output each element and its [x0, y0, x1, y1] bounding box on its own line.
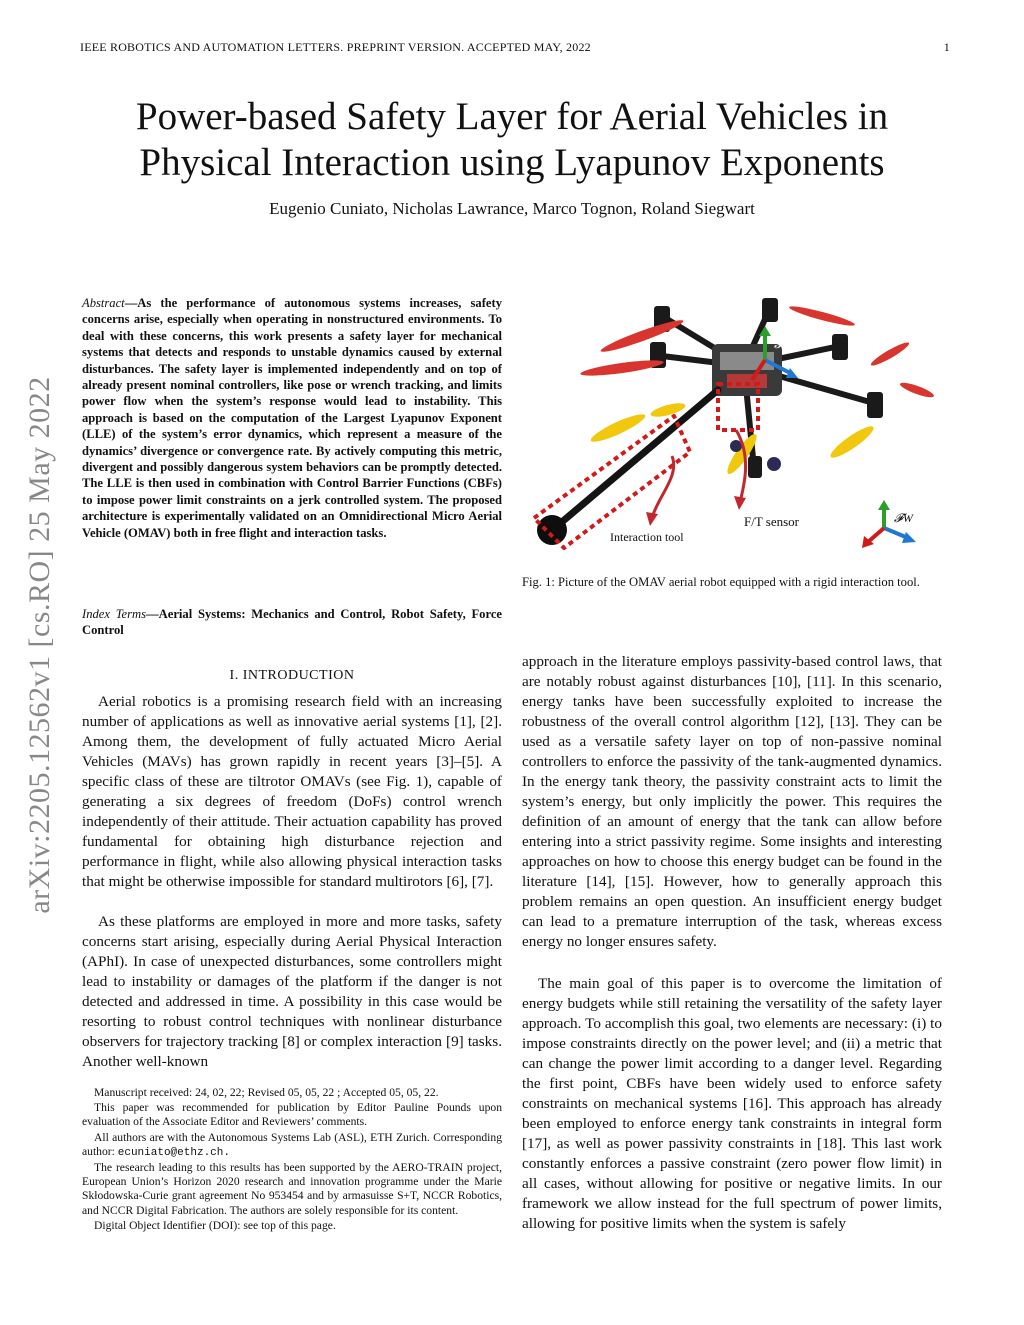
abstract-label: Abstract: [82, 296, 125, 310]
footnote-funding: The research leading to this results has been supported by the AERO-TRAIN project, European Union’s Horizon 2020 research and innovation programme under the Marie Skłodowska-Curie grant agreement No 953454 and by armasuisse S+T, NCCR Robotics, and NCCR Digital Fabrication. The authors are solely responsible for its content.: [82, 1161, 502, 1217]
frame-w-x-axis: [868, 528, 884, 542]
footnote-editor: This paper was recommended for publication by Editor Pauline Pounds upon evaluation of the Associate Editor and Reviewers’ comments.: [82, 1101, 502, 1129]
title-line-1: Power-based Safety Layer for Aerial Vehicles in: [135, 95, 889, 138]
running-title: IEEE ROBOTICS AND AUTOMATION LETTERS. PREPRINT VERSION. ACCEPTED MAY, 2022: [80, 40, 591, 54]
running-header: [80, 40, 950, 55]
intro-paragraph-1: Aerial robotics is a promising research field with an increasing number of applications as well as innovative aerial systems [1], [2]. Among them, the development of fully actuated Micro Aerial Vehicles (MAVs) has grown rapidly in recent years [3]–[5]. A specific class of these are tiltrotor OMAVs (see Fig. 1), capable of generating a six degrees of freedom (DoFs) control wrench independently of their attitude. Their actuation capability has proved fundamental for obtaining high disturbance rejection and performance in flight, while also allowing physical interaction tasks that might be otherwise impossible for standard multirotors [6], [7].: [82, 693, 502, 890]
tool-rod: [550, 390, 718, 532]
footnote-manuscript: Manuscript received: 24, 02, 22; Revised 05, 05, 22 ; Accepted 05, 05, 22.: [94, 1086, 439, 1099]
intro-paragraph-3: approach in the literature employs passivity-based control laws, that are notably robust against disturbances [10], [11]. In this scenario, energy tanks have been successfully exploited to increase the robustness of the overall control algorithm [12], [13]. They can be used as a versatile safety layer on top of non-passive nominal controllers to enforce the passivity of the tank-augmented dynamics. In the energy tank theory, the passivity constraint acts to limit the system’s energy, but only implicitly the power. This requires the definition of an amount of energy that the tank can allow before entering into a strict passivity regime. Some insights and interesting approaches on how to choose this energy budget can be found in the literature [14], [15]. However, how to generally approach this problem remains an open question. An insufficient energy budget can lead to a premature interruption of the task, whereas excess energy no longer ensures safety.: [522, 653, 942, 950]
arxiv-id: arXiv:2205.12562v1 [cs.RO] 25 May 2022: [23, 376, 56, 914]
index-terms: [82, 606, 502, 639]
page-number: 1: [943, 40, 950, 54]
footnote-affiliation: All authors are with the Autonomous Systems Lab (ASL), ETH Zurich. Corresponding author: ecuniato@ethz.ch.: [82, 1130, 502, 1159]
lower-pod: [767, 457, 781, 471]
tool-callout-arrowhead: [646, 512, 658, 526]
index-terms-text: —Aerial Systems: Mechanics and Control, Robot Safety, Force Control: [82, 607, 502, 638]
tool-tip-ball: [537, 515, 567, 545]
sensor-callout-arrowhead: [734, 496, 746, 510]
figure-omav: [522, 296, 942, 566]
arxiv-watermark: [20, 345, 60, 945]
frame-b-label: 𝓕B: [774, 336, 792, 351]
author-list: Eugenio Cuniato, Nicholas Lawrance, Marco Tognon, Roland Siegwart: [269, 199, 755, 218]
footnotes: [82, 1086, 502, 1234]
tool-label: Interaction tool: [610, 530, 684, 544]
intro-paragraph-4: The main goal of this paper is to overcome the limitation of energy budgets while still retaining the versatility of the safety layer approach. To accomplish this goal, two elements are necessary: (i) to impose constraints directly on the power level; and (ii) a metric that can change the power limit according to a danger level. Regarding the first point, CBFs have been widely used to enforce safety constraints on mechanical systems [16]. This approach has already been employed to enforce energy tank constraints in integral form [17], as well as power passivity constraints in [18]. This last work constantly enforces a passive constraint (zero power flow limit) in all cases, without allowing for positive or negative limits. In our framework we allow instead for the full spectrum of power limits, allowing for positive limits when the system is safely: [522, 975, 942, 1232]
figure-caption: Fig. 1: Picture of the OMAV aerial robot equipped with a rigid interaction tool.: [522, 575, 920, 589]
corresponding-email[interactable]: ecuniato@ethz.ch.: [117, 1146, 230, 1159]
section-heading-introduction: I. INTRODUCTION: [229, 668, 355, 683]
sensor-label: F/T sensor: [744, 514, 800, 529]
omav-illustration: [522, 296, 942, 566]
abstract-text: —As the performance of autonomous systems increases, safety concerns arise, especially when operating in nonstructured environments. To deal with these concerns, this work presents a safety layer for mechanical systems that detects and responds to unstable dynamics caused by external disturbances. The safety layer is implemented independently and on top of already present nominal controllers, like pose or wrench tracking, and limits power flow when the system’s response would lead to instability. This approach is based on the computation of the Largest Lyapunov Exponent (LLE) of the system’s error dynamics, which represent a measure of the dynamics’ divergence or convergence rate. By actively computing this metric, divergent and possibly dangerous system behaviors can be promptly detected. The LLE is then used in combination with Control Barrier Functions (CBFs) to impose power limit constraints on a jerk controlled system. The proposed architecture is experimentally validated on an Omnidirectional Micro Aerial Vehicle (OMAV) both in free flight and interaction tasks.: [82, 296, 502, 540]
abstract: [82, 295, 502, 541]
footnote-doi: Digital Object Identifier (DOI): see top of this page.: [94, 1218, 336, 1232]
paper-title: [60, 94, 964, 186]
frame-w-label: 𝓕W: [894, 511, 913, 525]
frame-w-y-arrowhead: [902, 532, 916, 543]
index-terms-label: Index Terms: [82, 607, 147, 621]
title-line-2: Physical Interaction using Lyapunov Exponents: [139, 141, 885, 184]
intro-paragraph-2: As these platforms are employed in more and more tasks, safety concerns start arising, especially during Aerial Physical Interaction (APhI). In case of unexpected disturbances, some controllers might lead to instability or damages of the platform if the danger is not detected and addressed in time. A possibility in this case would be resorting to robust control techniques with nonlinear disturbance observers for trajectory tracking [8] or complex interaction [9] tasks. Another well-known: [82, 913, 502, 1070]
frame-w-z-arrowhead: [878, 500, 890, 510]
